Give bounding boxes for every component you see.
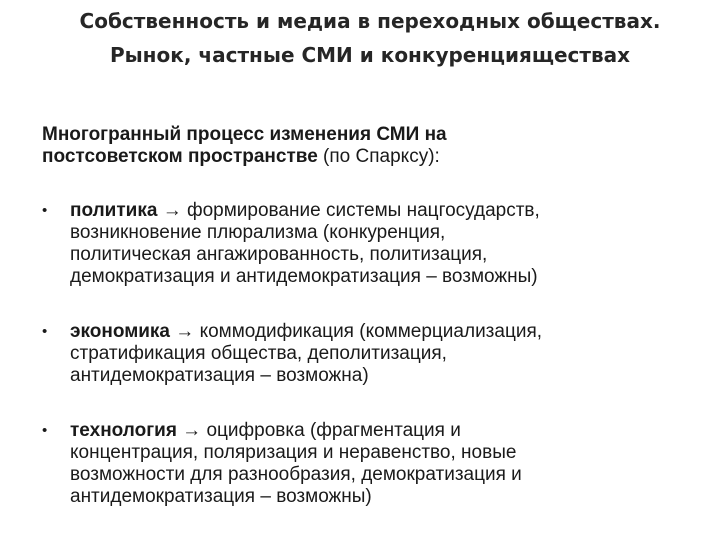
bullet-item-economics [42, 321, 682, 387]
bullet-line: возможности для разнообразия, демократизация и [70, 464, 522, 485]
intro-bold-line-2: постсоветском пространстве [42, 146, 318, 167]
bullet-marker: • [42, 202, 48, 219]
slide-body [42, 124, 682, 508]
bullet-arrow-text: → оцифровка (фрагментация и [176, 420, 461, 441]
bullet-term: технология [70, 420, 177, 441]
bullet-line: антидемократизация – возможна) [70, 365, 369, 386]
bullet-item-technology [42, 420, 682, 508]
bullet-marker: • [42, 323, 48, 340]
intro-tail: (по Спарксу): [317, 146, 440, 167]
bullet-line: стратификация общества, деполитизация, [70, 343, 447, 364]
intro-paragraph [42, 124, 682, 168]
slide-title-line-1: Собственность и медиа в переходных обществах. [79, 9, 661, 33]
bullet-arrow-text: → коммодификация (коммерциализация, [170, 321, 543, 342]
bullet-line: политическая ангажированность, политизация, [70, 244, 488, 265]
bullet-line: антидемократизация – возможны) [70, 486, 372, 507]
bullet-line: возникновение плюрализма (конкуренция, [70, 222, 446, 243]
bullet-arrow-text: → формирование системы нацгосударств, [157, 200, 540, 221]
slide-title-line-2: Рынок, частные СМИ и конкуренциящеcтвах [109, 43, 631, 67]
bullet-term: политика [70, 200, 158, 221]
bullet-list [42, 200, 682, 508]
bullet-item-politics [42, 200, 682, 288]
bullet-marker: • [42, 422, 48, 439]
slide-title [40, 4, 700, 72]
bullet-term: экономика [70, 321, 171, 342]
bullet-line: демократизация и антидемократизация – возможны) [70, 266, 538, 287]
bullet-line: концентрация, поляризация и неравенство, новые [70, 442, 517, 463]
intro-bold-line-1: Многогранный процесс изменения СМИ на [42, 124, 447, 145]
